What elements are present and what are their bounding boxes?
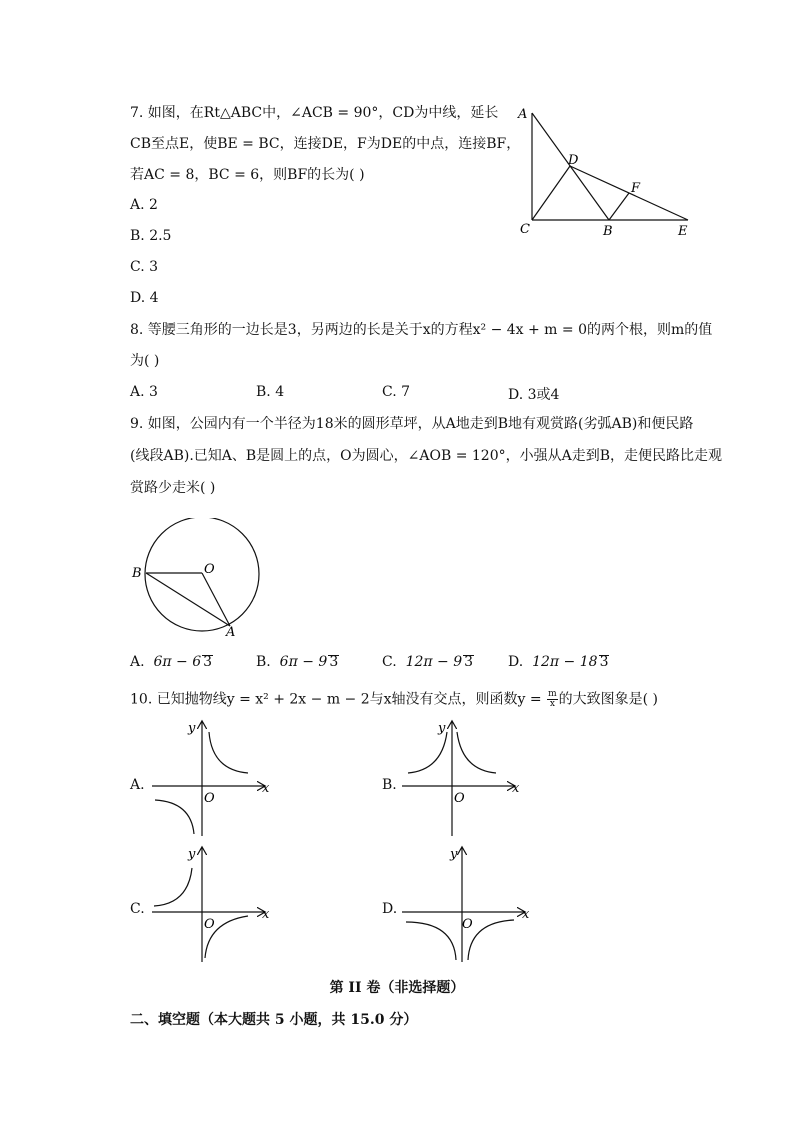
q7-option-c: C. 3 (130, 259, 159, 275)
q7-label-a: A (518, 107, 528, 122)
q9-option-b-radical: 3 (329, 654, 339, 670)
q10-graph-b (398, 716, 528, 838)
q10-b-x-label: x (512, 781, 520, 796)
q9-option-c-label: C. (382, 654, 397, 670)
q10-graph-c (148, 842, 278, 964)
q7-label-e: E (678, 224, 688, 239)
q9-option-d (508, 654, 609, 670)
q9-option-d-expr: 12π − 18 (532, 654, 598, 670)
q9-label-a: A (226, 625, 236, 640)
q10-option-c-label: C. (130, 901, 145, 917)
section-2-title: 第 II 卷（非选择题） (329, 980, 465, 996)
q9-option-d-radical: 3 (599, 654, 609, 670)
q10-stem-post: 的大致图象是( ) (558, 691, 658, 708)
q9-option-b (256, 654, 339, 670)
q7-option-b: B. 2.5 (130, 228, 172, 244)
q9-option-a-expr: 6π − 6 (153, 654, 202, 670)
q10-a-origin-label: O (204, 791, 215, 806)
q10-fraction-denominator: x (549, 699, 555, 709)
q7-label-b: B (603, 224, 613, 239)
q7-triangle-figure (510, 100, 710, 245)
q9-option-d-label: D. (508, 654, 524, 670)
q9-option-a (130, 654, 213, 670)
q10-d-y-label: y (450, 847, 458, 862)
q9-option-c-radical: 3 (464, 654, 474, 670)
q10-option-a-label: A. (130, 777, 145, 793)
q9-stem-line2: (线段AB).已知A、B是圆上的点，O为圆心，∠AOB = 120°，小强从A走到B，走便民路比走观 (130, 448, 723, 464)
q9-option-a-label: A. (130, 654, 145, 670)
q7-stem-line3: 若AC = 8，BC = 6，则BF的长为( ) (130, 167, 365, 183)
q10-fraction (547, 690, 558, 709)
q7-label-d: D (568, 153, 579, 168)
q10-option-b-label: B. (382, 777, 397, 793)
q10-option-d-label: D. (382, 901, 398, 917)
q8-option-d: D. 3或4 (508, 387, 560, 403)
q10-stem (130, 690, 658, 709)
q7-option-a: A. 2 (130, 197, 158, 213)
q8-option-b: B. 4 (256, 384, 285, 400)
q10-stem-pre: 10. 已知抛物线y = x² + 2x − m − 2与x轴没有交点，则函数y = (130, 691, 547, 708)
q9-option-c (382, 654, 474, 670)
q10-a-y-label: y (188, 721, 196, 736)
q9-option-b-label: B. (256, 654, 271, 670)
q10-d-origin-label: O (462, 917, 473, 932)
q10-c-y-label: y (188, 847, 196, 862)
q7-stem-line2: CB至点E，使BE = BC，连接DE，F为DE的中点，连接BF， (130, 136, 521, 152)
q10-b-origin-label: O (454, 791, 465, 806)
q10-graph-a (148, 716, 278, 838)
q9-option-a-radical: 3 (203, 654, 213, 670)
q7-label-f: F (631, 181, 641, 196)
q9-label-b: B (132, 566, 142, 581)
q10-fraction-numerator: m (548, 689, 557, 699)
q8-option-c: C. 7 (382, 384, 411, 400)
q7-label-c: C (520, 222, 530, 237)
q7-stem-line1: 7. 如图，在Rt△ABC中，∠ACB = 90°，CD为中线，延长 (130, 105, 499, 121)
q10-d-x-label: x (522, 907, 530, 922)
q9-stem-line1: 9. 如图，公园内有一个半径为18米的圆形草坪，从A地走到B地有观赏路(劣弧AB)和便民路 (130, 416, 694, 432)
q10-c-x-label: x (262, 907, 270, 922)
q9-option-c-expr: 12π − 9 (405, 654, 463, 670)
q9-option-b-expr: 6π − 9 (279, 654, 328, 670)
q9-circle-figure (128, 518, 268, 640)
q10-c-origin-label: O (204, 917, 215, 932)
q10-graph-d (398, 842, 538, 964)
q8-stem-line2: 为( ) (130, 353, 160, 369)
q9-stem-line3: 赏路少走米( ) (130, 480, 216, 496)
q8-option-a: A. 3 (130, 384, 158, 400)
q8-stem-line1: 8. 等腰三角形的一边长是3，另两边的长是关于x的方程x² − 4x + m = 0的两个根，则m的值 (130, 322, 713, 338)
q9-label-o: O (204, 562, 215, 577)
fill-in-heading: 二、填空题（本大题共 5 小题，共 15.0 分） (130, 1012, 418, 1028)
q7-option-d: D. 4 (130, 290, 159, 306)
q10-b-y-label: y (438, 721, 446, 736)
q10-a-x-label: x (262, 781, 270, 796)
